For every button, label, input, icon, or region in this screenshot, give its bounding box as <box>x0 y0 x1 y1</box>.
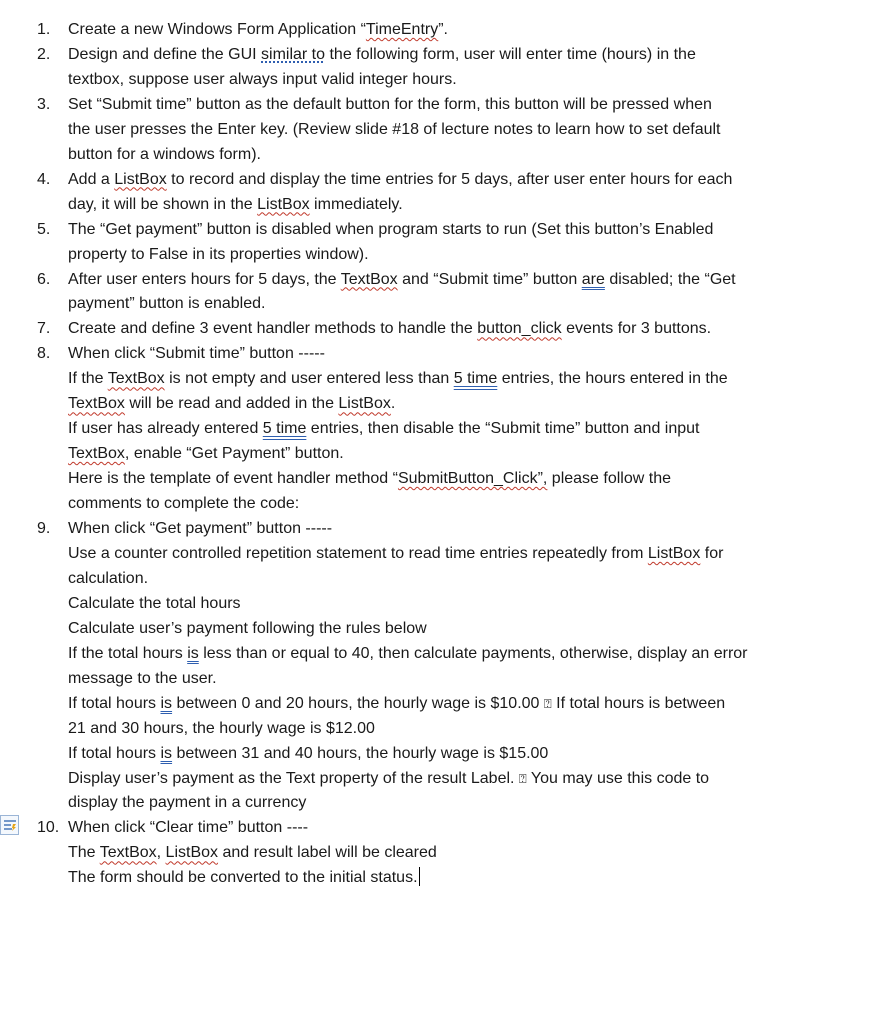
list-item-line <box>68 167 732 192</box>
list-item-line <box>68 366 728 391</box>
list-item-line <box>68 267 736 292</box>
list-item-line <box>68 541 723 566</box>
placeholder-glyph-icon: ⍰ <box>543 696 552 712</box>
text-run: The form should be converted to the initial status. <box>68 869 418 887</box>
list-item-line <box>68 441 344 466</box>
text-run: textbox, suppose user always input valid integer hours. <box>68 70 457 88</box>
list-item-line <box>68 516 332 541</box>
list-item-line <box>68 840 437 865</box>
text-run: TextBox <box>107 370 165 388</box>
text-run: When click “Submit time” button ----- <box>68 345 325 363</box>
text-run: property to False in its properties window). <box>68 245 369 263</box>
list-item-line <box>68 591 241 616</box>
text-run: the following form, user will enter time (hours) in the <box>325 45 696 63</box>
text-run: Design and define the GUI <box>68 45 262 63</box>
text-run: , enable “Get Payment” button. <box>124 445 344 463</box>
text-run: to record and display the time entries for 5 days, after user enter hours for each <box>166 170 733 188</box>
text-run: ”. <box>438 21 448 38</box>
text-run: You may use this code to <box>526 769 710 787</box>
list-item-line <box>68 641 748 666</box>
text-run: Create a new Windows Form Application “ <box>68 21 366 38</box>
text-run: will be read and added in the <box>124 395 339 413</box>
text-run: TextBox <box>68 445 125 463</box>
text-run: 5 time <box>453 370 498 388</box>
text-run: is <box>187 644 199 662</box>
list-item-line <box>68 341 325 366</box>
text-run: TextBox <box>68 395 125 413</box>
text-run: is not empty and user entered less than <box>164 370 454 388</box>
text-run: Calculate user’s payment following the rules below <box>68 619 427 637</box>
list-number: 7. <box>37 320 51 338</box>
text-run: comments to complete the code: <box>68 495 300 513</box>
text-run: ListBox <box>647 544 701 562</box>
text-run: SubmitButton_Click”, <box>397 470 548 488</box>
text-run: button_click <box>477 320 562 338</box>
text-run: If the total hours <box>68 644 188 662</box>
text-run: ListBox <box>338 395 391 413</box>
text-run: are <box>581 270 605 288</box>
text-run: disabled; the “Get <box>604 270 736 288</box>
list-item-line <box>68 666 217 691</box>
list-item-line <box>68 716 375 741</box>
text-run: less than or equal to 40, then calculate payments, otherwise, display an error <box>198 644 748 662</box>
list-item-line <box>68 391 395 416</box>
list-item-line <box>68 291 265 316</box>
text-run: events for 3 buttons. <box>561 320 712 338</box>
list-item-line <box>68 466 671 491</box>
text-run: similar to <box>261 45 326 63</box>
text-run: , <box>156 844 166 862</box>
list-number: 9. <box>37 520 51 537</box>
text-run: is <box>160 694 173 712</box>
list-item-line <box>68 766 709 791</box>
text-run: TextBox <box>340 270 398 288</box>
text-run: Create and define 3 event handler methods to handle the <box>68 320 478 338</box>
text-run: If the <box>68 370 108 388</box>
text-run: Add a <box>68 170 115 188</box>
margin-format-icon[interactable] <box>0 815 19 835</box>
list-item-line <box>68 566 148 591</box>
list-item-line <box>68 491 299 516</box>
list-item-line <box>68 741 548 766</box>
text-run: message to the user. <box>68 669 217 687</box>
list-item-line <box>68 865 420 890</box>
list-item-line <box>68 192 403 217</box>
list-number: 4. <box>37 170 51 188</box>
text-run: If total hours is between <box>551 694 726 712</box>
text-run: ListBox <box>114 170 167 188</box>
text-run: entries, then disable the “Submit time” button and input <box>306 420 700 438</box>
text-cursor <box>419 867 420 886</box>
list-item-line <box>68 117 721 142</box>
text-run: Display user’s payment as the Text property of the result Label. <box>68 769 519 787</box>
list-item-line <box>68 67 457 92</box>
placeholder-glyph-icon: ⍰ <box>518 771 527 787</box>
text-run: the user presses the Enter key. (Review slide #18 of lecture notes to learn how to set default <box>68 120 721 138</box>
text-run: TextBox <box>99 844 157 862</box>
text-run: day, it will be shown in the <box>68 195 258 213</box>
text-run: display the payment in a currency <box>68 794 307 812</box>
text-run: entries, the hours entered in the <box>497 370 728 388</box>
list-number: 2. <box>37 45 51 63</box>
text-run: payment” button is enabled. <box>68 295 266 313</box>
text-run: for <box>700 544 724 562</box>
text-run: button for a windows form). <box>68 145 261 163</box>
text-run: If user has already entered <box>68 420 263 438</box>
text-run: 21 and 30 hours, the hourly wage is $12.00 <box>68 719 375 737</box>
text-run: please follow the <box>547 470 671 488</box>
text-run: When click “Clear time” button ---- <box>68 819 309 837</box>
list-item-line <box>68 242 369 267</box>
list-item-line <box>68 217 713 242</box>
list-number: 6. <box>37 270 51 288</box>
list-item-line <box>68 815 308 840</box>
text-run: Set “Submit time” button as the default button for the form, this button will be pressed when <box>68 95 712 113</box>
text-run: If total hours <box>68 744 161 762</box>
text-run: ListBox <box>257 195 310 213</box>
text-run: and result label will be cleared <box>218 844 437 862</box>
text-run: is <box>160 744 173 762</box>
text-run: Calculate the total hours <box>68 594 241 612</box>
text-run: TimeEntry <box>365 21 439 38</box>
text-run: Here is the template of event handler method “ <box>68 470 398 488</box>
list-item-line <box>68 17 448 42</box>
text-run: between 31 and 40 hours, the hourly wage is $15.00 <box>172 744 549 762</box>
text-run: 5 time <box>262 420 307 438</box>
text-run: . <box>390 395 396 413</box>
list-number: 10. <box>37 819 60 837</box>
text-run: The <box>68 844 100 862</box>
text-run: The “Get payment” button is disabled when program starts to run (Set this button’s Enabled <box>68 220 714 238</box>
list-number: 3. <box>37 95 51 113</box>
text-run: ListBox <box>165 844 219 862</box>
list-number: 1. <box>37 21 51 38</box>
list-number: 8. <box>37 345 51 363</box>
list-item-line <box>68 691 725 716</box>
text-run: calculation. <box>68 569 149 587</box>
text-run: and “Submit time” button <box>397 270 582 288</box>
text-run: After user enters hours for 5 days, the <box>68 270 341 288</box>
list-item-line <box>68 616 427 641</box>
list-item-line <box>68 92 712 117</box>
list-number: 5. <box>37 220 51 238</box>
text-run: between 0 and 20 hours, the hourly wage is $10.00 <box>172 694 544 712</box>
list-item-line <box>68 416 699 441</box>
text-run: If total hours <box>68 694 161 712</box>
text-run: immediately. <box>309 195 403 213</box>
text-run: Use a counter controlled repetition statement to read time entries repeatedly from <box>68 544 648 562</box>
list-item-line <box>68 142 261 167</box>
list-item-line <box>68 316 711 341</box>
list-item-line <box>68 790 306 815</box>
text-run: When click “Get payment” button ----- <box>68 520 333 537</box>
list-item-line <box>68 42 696 67</box>
